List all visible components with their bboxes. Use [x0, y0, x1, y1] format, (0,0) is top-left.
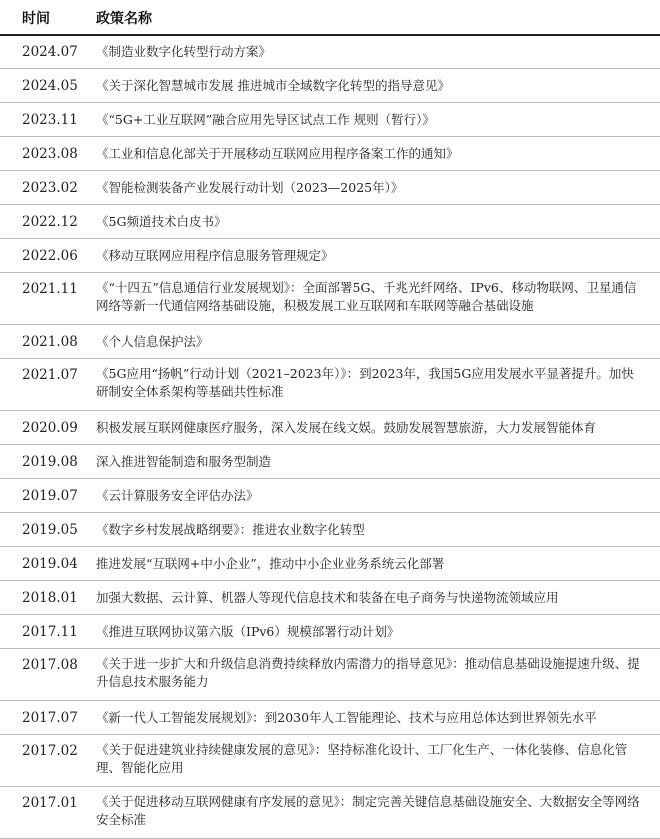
row-time: 2019.07: [22, 488, 78, 504]
table-row: [0, 35, 660, 69]
row-policy-name: 《制造业数字化转型行动方案》: [96, 44, 272, 59]
row-policy-name: 《“5G+工业互联网”融合应用先导区试点工作 规则（暂行）》: [96, 112, 435, 127]
row-time: 2017.01: [22, 795, 78, 811]
row-policy-name: 《5G应用“扬帆”行动计划（2021–2023年）》：到2023年，我国5G应用发展水平显著提升。加快研制安全体系架构等基础共性标准: [96, 366, 634, 399]
table-row: [0, 735, 660, 787]
row-time: 2017.11: [22, 624, 78, 640]
table-row: [0, 479, 660, 513]
row-time: 2023.08: [22, 146, 78, 162]
table-row: [0, 615, 660, 649]
row-time: 2019.05: [22, 522, 78, 538]
table-row: [0, 359, 660, 411]
table-row: [0, 239, 660, 273]
row-time: 2021.11: [22, 281, 78, 297]
row-policy-name: 《“十四五”信息通信行业发展规划》：全面部署5G、千兆光纤网络、IPv6、移动物联网、卫星通信网络等新一代通信网络基础设施，积极发展工业互联网和车联网等融合基础设施: [96, 280, 637, 313]
row-time: 2019.08: [22, 454, 78, 470]
table-body: [0, 35, 660, 839]
table-row: [0, 547, 660, 581]
row-policy-name: 《工业和信息化部关于开展移动互联网应用程序备案工作的通知》: [96, 146, 459, 161]
table-row: [0, 649, 660, 701]
row-policy-name: 《新一代人工智能发展规划》：到2030年人工智能理论、技术与应用总体达到世界领先水平: [96, 710, 597, 725]
table-row: [0, 171, 660, 205]
table-row: [0, 137, 660, 171]
row-time: 2020.09: [22, 420, 78, 436]
table-row: [0, 69, 660, 103]
row-time: 2019.04: [22, 556, 78, 572]
row-time: 2024.05: [22, 78, 78, 94]
row-time: 2021.07: [22, 367, 78, 383]
row-policy-name: 《5G频道技术白皮书》: [96, 214, 227, 229]
row-policy-name: 《关于进一步扩大和升级信息消费持续释放内需潜力的指导意见》：推动信息基础设施提速升级、提升信息技术服务能力: [96, 656, 640, 689]
table-row: [0, 325, 660, 359]
row-policy-name: 加强大数据、云计算、机器人等现代信息技术和装备在电子商务与快递物流领域应用: [96, 590, 559, 605]
table-row: [0, 103, 660, 137]
row-time: 2017.08: [22, 657, 78, 673]
table-row: [0, 205, 660, 239]
row-policy-name: 深入推进智能制造和服务型制造: [96, 454, 272, 469]
row-time: 2017.07: [22, 710, 78, 726]
row-policy-name: 《关于促进建筑业持续健康发展的意见》：坚持标准化设计、工厂化生产、一体化装修、信息化管理、智能化应用: [96, 742, 628, 775]
table-row: [0, 445, 660, 479]
row-time: 2022.06: [22, 248, 78, 264]
row-policy-name: 积极发展互联网健康医疗服务，深入发展在线文娱。鼓励发展智慧旅游，大力发展智能体育: [96, 420, 597, 435]
row-time: 2023.02: [22, 180, 78, 196]
table-row: [0, 513, 660, 547]
table-row: [0, 787, 660, 839]
row-policy-name: 推进发展“互联网+中小企业”，推动中小企业业务系统云化部署: [96, 556, 445, 571]
row-time: 2022.12: [22, 214, 78, 230]
table-row: [0, 581, 660, 615]
row-time: 2017.02: [22, 743, 78, 759]
table-row: [0, 701, 660, 735]
table-row: [0, 411, 660, 445]
row-policy-name: 《个人信息保护法》: [96, 334, 209, 349]
header-time: 时间: [22, 11, 50, 27]
row-policy-name: 《数字乡村发展战略纲要》：推进农业数字化转型: [96, 522, 365, 537]
row-policy-name: 《移动互联网应用程序信息服务管理规定》: [96, 248, 334, 263]
row-policy-name: 《关于深化智慧城市发展 推进城市全域数字化转型的指导意见》: [96, 78, 450, 93]
table-row: [0, 273, 660, 325]
row-time: 2018.01: [22, 590, 78, 606]
row-time: 2023.11: [22, 112, 78, 128]
row-time: 2024.07: [22, 44, 78, 60]
row-policy-name: 《推进互联网协议第六版（IPv6）规模部署行动计划》: [96, 624, 400, 639]
row-time: 2021.08: [22, 334, 78, 350]
row-policy-name: 《关于促进移动互联网健康有序发展的意见》：制定完善关键信息基础设施安全、大数据安全等网络安全标准: [96, 794, 640, 827]
row-policy-name: 《智能检测装备产业发展行动计划（2023—2025年）》: [96, 180, 404, 195]
header-policy-name: 政策名称: [96, 11, 152, 27]
table-header: [0, 0, 660, 36]
row-policy-name: 《云计算服务安全评估办法》: [96, 488, 259, 503]
